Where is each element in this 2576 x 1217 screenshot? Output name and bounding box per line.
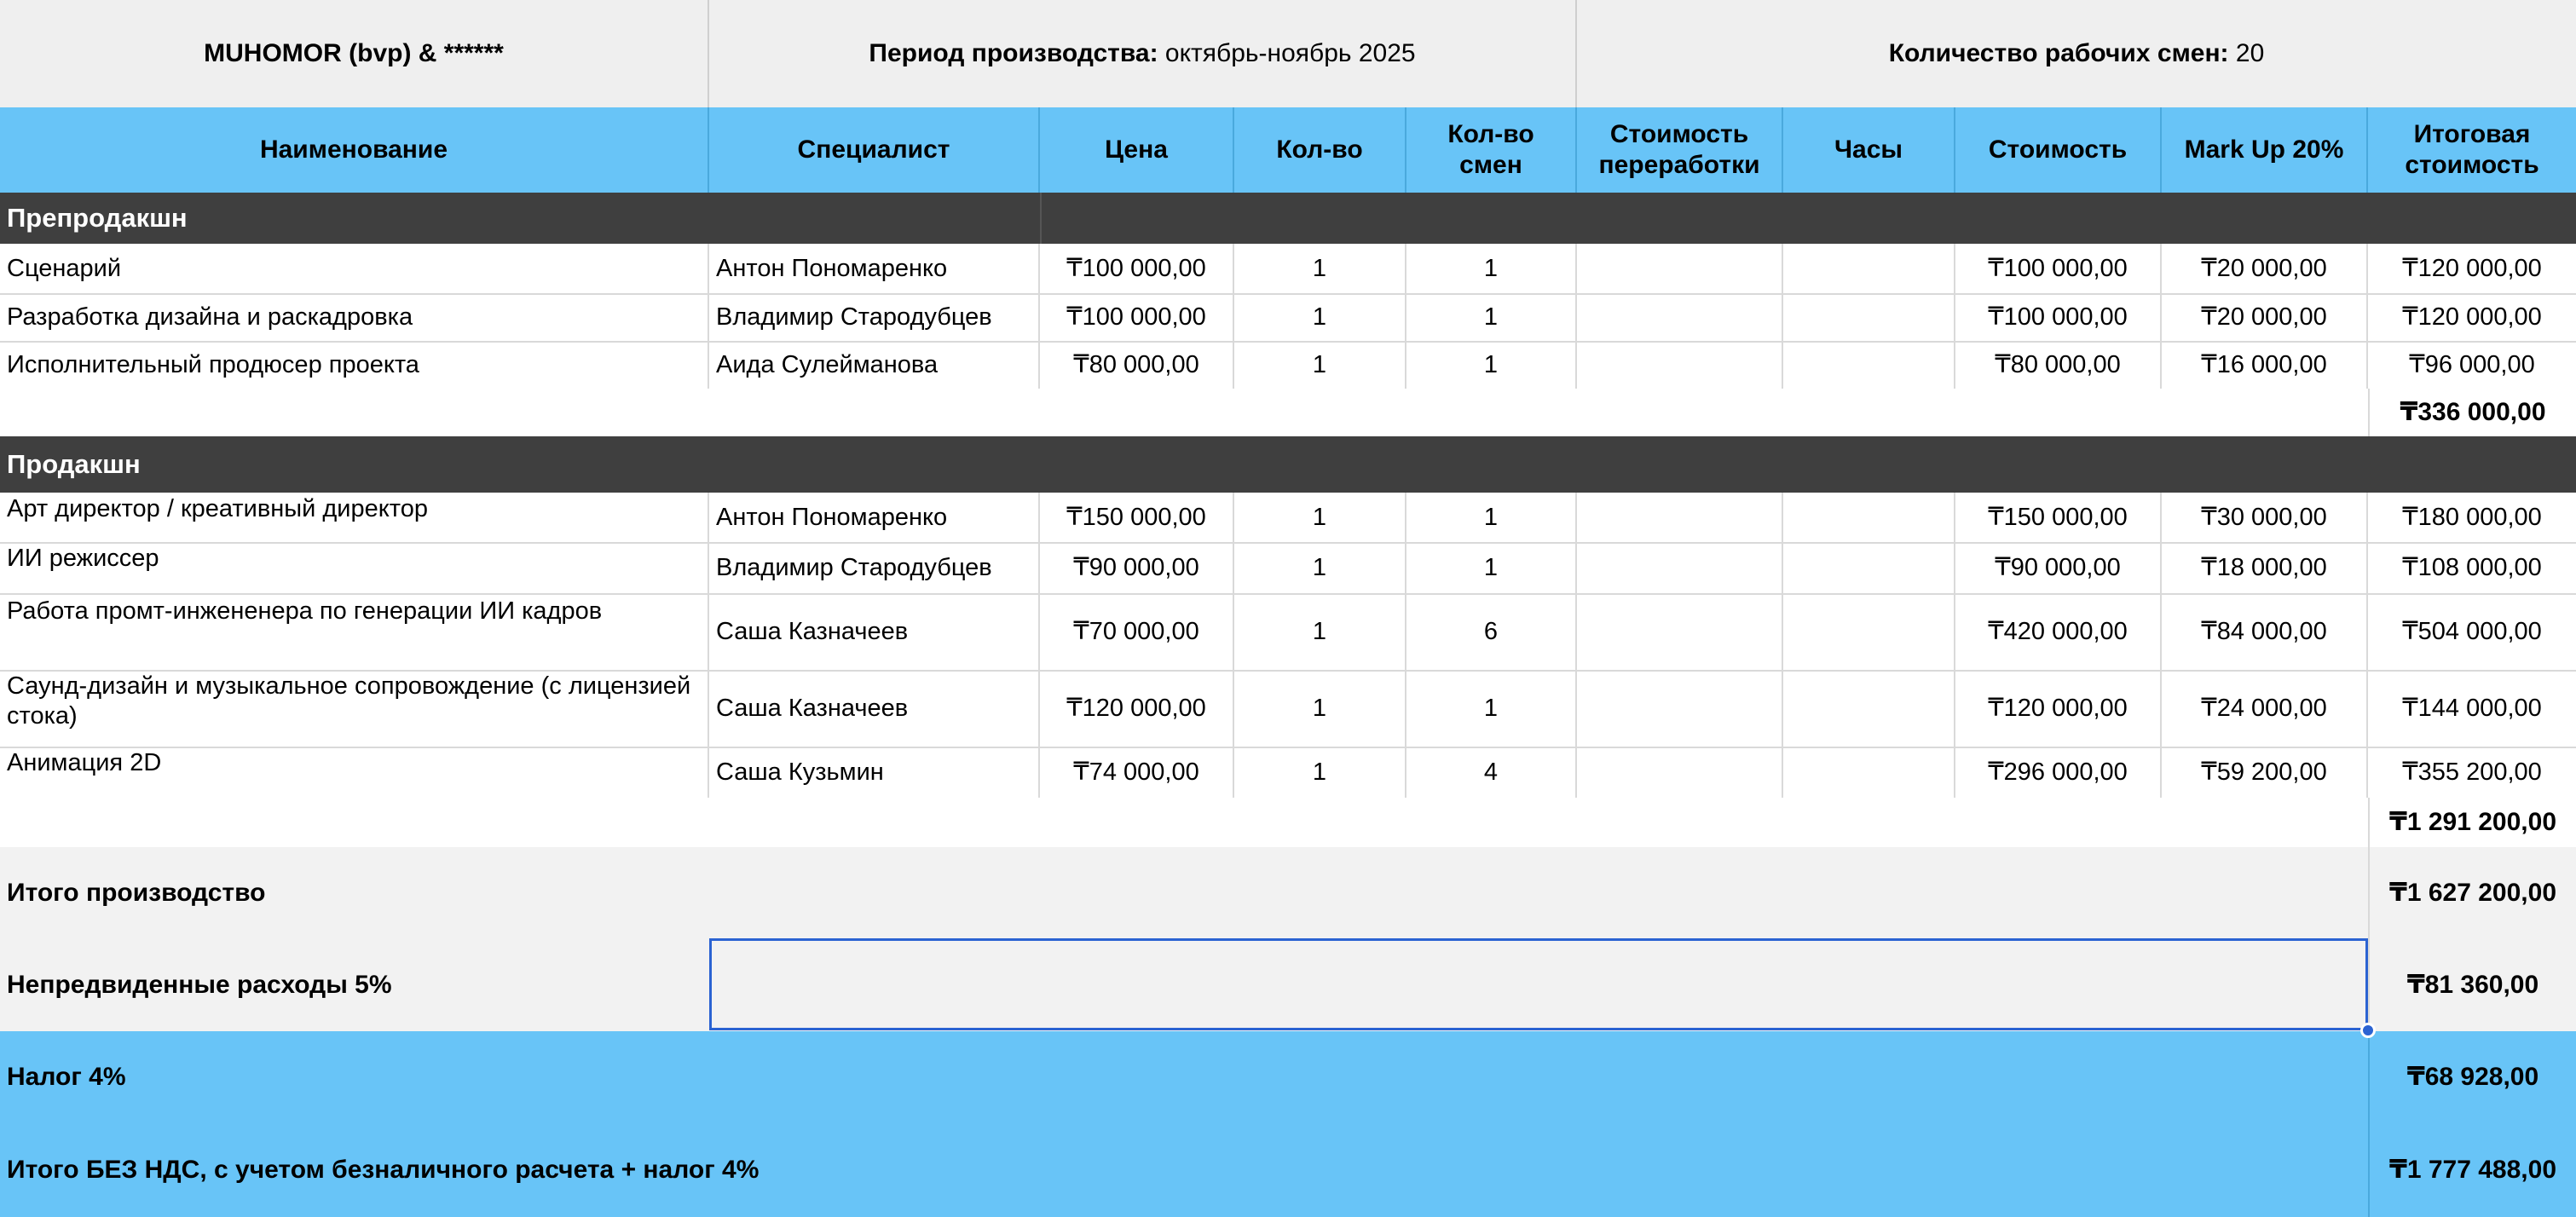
row-qty[interactable]: 1 xyxy=(1234,542,1406,593)
row-total[interactable]: ₸108 000,00 xyxy=(2402,553,2542,581)
period-cell[interactable] xyxy=(709,0,1577,107)
client-name: MUHOMOR (bvp) & ****** xyxy=(204,39,504,67)
table-row xyxy=(0,493,2576,544)
header-qty[interactable]: Кол-во xyxy=(1234,107,1406,193)
row-markup[interactable]: ₸16 000,00 xyxy=(2162,341,2368,389)
subtotal-value[interactable]: ₸1 291 200,00 xyxy=(2368,798,2576,847)
row-qty[interactable]: 1 xyxy=(1234,593,1406,670)
row-name[interactable]: Сценарий xyxy=(0,244,709,293)
section-title[interactable]: Продакшн xyxy=(7,449,141,480)
row-specialist[interactable]: Антон Пономаренко xyxy=(709,244,1040,293)
subtotal-row-production xyxy=(0,798,2576,849)
row-price[interactable]: ₸100 000,00 xyxy=(1040,244,1234,293)
row-shifts[interactable]: 1 xyxy=(1406,293,1577,341)
row-name[interactable]: Анимация 2D xyxy=(0,747,709,798)
row-overtime[interactable] xyxy=(1577,244,1783,293)
row-shifts[interactable]: 4 xyxy=(1406,747,1577,798)
row-cost[interactable]: ₸420 000,00 xyxy=(1955,593,2162,670)
row-shifts[interactable]: 6 xyxy=(1406,593,1577,670)
tax-value[interactable]: ₸68 928,00 xyxy=(2368,1031,2576,1123)
row-total[interactable]: ₸96 000,00 xyxy=(2409,350,2535,378)
row-specialist[interactable]: Саша Казначеев xyxy=(709,670,1040,747)
row-total[interactable]: ₸120 000,00 xyxy=(2402,303,2542,331)
row-overtime[interactable] xyxy=(1577,493,1783,542)
row-markup[interactable]: ₸24 000,00 xyxy=(2162,670,2368,747)
production-total-label[interactable]: Итого производство xyxy=(7,879,266,907)
table-row xyxy=(0,244,2576,295)
table-row xyxy=(0,593,2576,672)
shifts-cell[interactable] xyxy=(1577,0,2576,107)
row-qty[interactable]: 1 xyxy=(1234,493,1406,542)
row-hours[interactable] xyxy=(1783,493,1955,542)
column-header-row xyxy=(0,107,2576,193)
row-hours[interactable] xyxy=(1783,670,1955,747)
row-cost[interactable]: ₸80 000,00 xyxy=(1955,341,2162,389)
header-total[interactable]: Итоговая стоимость xyxy=(2405,120,2539,179)
fill-handle[interactable] xyxy=(2360,1023,2376,1038)
row-total[interactable]: ₸120 000,00 xyxy=(2402,254,2542,282)
client-cell[interactable] xyxy=(0,0,709,107)
row-shifts[interactable]: 1 xyxy=(1406,542,1577,593)
row-cost[interactable]: ₸90 000,00 xyxy=(1955,542,2162,593)
row-overtime[interactable] xyxy=(1577,341,1783,389)
row-name[interactable]: ИИ режиссер xyxy=(0,542,709,593)
shifts-label: Количество рабочих смен: xyxy=(1888,39,2229,67)
row-overtime[interactable] xyxy=(1577,593,1783,670)
row-cost[interactable]: ₸120 000,00 xyxy=(1955,670,2162,747)
row-overtime[interactable] xyxy=(1577,293,1783,341)
section-row-preproduction xyxy=(0,193,2576,244)
table-row xyxy=(0,542,2576,595)
table-row xyxy=(0,293,2576,343)
contingency-label[interactable]: Непредвиденные расходы 5% xyxy=(7,971,392,999)
row-specialist[interactable]: Антон Пономаренко xyxy=(709,493,1040,542)
tax-row xyxy=(0,1031,2576,1125)
row-markup[interactable]: ₸20 000,00 xyxy=(2162,293,2368,341)
header-cost[interactable]: Стоимость xyxy=(1955,107,2162,193)
row-name[interactable]: Арт директор / креативный директор xyxy=(0,493,709,542)
row-overtime[interactable] xyxy=(1577,542,1783,593)
production-total-row xyxy=(0,847,2576,941)
row-specialist[interactable]: Саша Кузьмин xyxy=(709,747,1040,798)
row-overtime[interactable] xyxy=(1577,747,1783,798)
row-price[interactable]: ₸70 000,00 xyxy=(1040,593,1234,670)
contingency-value[interactable]: ₸81 360,00 xyxy=(2368,939,2576,1031)
row-qty[interactable]: 1 xyxy=(1234,341,1406,389)
row-qty[interactable]: 1 xyxy=(1234,293,1406,341)
header-hours[interactable]: Часы xyxy=(1783,107,1955,193)
row-qty[interactable]: 1 xyxy=(1234,670,1406,747)
row-markup[interactable]: ₸18 000,00 xyxy=(2162,542,2368,593)
row-qty[interactable]: 1 xyxy=(1234,244,1406,293)
row-name[interactable]: Саунд-дизайн и музыкальное сопровождение (с лицензией стока) xyxy=(0,670,709,747)
header-price[interactable]: Цена xyxy=(1040,107,1234,193)
header-specialist[interactable]: Специалист xyxy=(709,107,1040,193)
row-price[interactable]: ₸74 000,00 xyxy=(1040,747,1234,798)
row-price[interactable]: ₸100 000,00 xyxy=(1040,293,1234,341)
row-hours[interactable] xyxy=(1783,593,1955,670)
row-overtime[interactable] xyxy=(1577,670,1783,747)
table-row xyxy=(0,341,2576,390)
row-hours[interactable] xyxy=(1783,293,1955,341)
table-row xyxy=(0,670,2576,748)
row-shifts[interactable]: 1 xyxy=(1406,341,1577,389)
subtotal-value[interactable]: ₸336 000,00 xyxy=(2368,389,2576,436)
grand-total-label[interactable]: Итого БЕЗ НДС, с учетом безналичного расчета + налог 4% xyxy=(7,1156,760,1184)
header-markup[interactable]: Mark Up 20% xyxy=(2162,107,2368,193)
cell-selection[interactable] xyxy=(709,938,2368,1030)
header-shifts[interactable]: Кол-во смен xyxy=(1406,107,1577,193)
production-total-value[interactable]: ₸1 627 200,00 xyxy=(2368,847,2576,939)
row-name[interactable]: Исполнительный продюсер проекта xyxy=(0,341,709,389)
header-name[interactable]: Наименование xyxy=(0,107,709,193)
info-row xyxy=(0,0,2576,109)
row-total[interactable]: ₸355 200,00 xyxy=(2402,758,2542,786)
header-overtime[interactable]: Стоимость переработки xyxy=(1577,107,1783,193)
row-total[interactable]: ₸144 000,00 xyxy=(2402,694,2542,722)
row-cost[interactable]: ₸100 000,00 xyxy=(1955,244,2162,293)
row-hours[interactable] xyxy=(1783,542,1955,593)
row-markup[interactable]: ₸20 000,00 xyxy=(2162,244,2368,293)
row-price[interactable]: ₸80 000,00 xyxy=(1040,341,1234,389)
period-value: октябрь-ноябрь 2025 xyxy=(1158,39,1416,67)
row-specialist[interactable]: Владимир Стародубцев xyxy=(709,293,1040,341)
row-qty[interactable]: 1 xyxy=(1234,747,1406,798)
row-price[interactable]: ₸150 000,00 xyxy=(1040,493,1234,542)
shifts-value: 20 xyxy=(2228,39,2265,67)
row-total[interactable]: ₸504 000,00 xyxy=(2402,617,2542,645)
row-specialist[interactable]: Владимир Стародубцев xyxy=(709,542,1040,593)
row-shifts[interactable]: 1 xyxy=(1406,244,1577,293)
row-cost[interactable]: ₸150 000,00 xyxy=(1955,493,2162,542)
grand-total-row xyxy=(0,1123,2576,1217)
row-specialist[interactable]: Аида Сулейманова xyxy=(709,341,1040,389)
row-markup[interactable]: ₸84 000,00 xyxy=(2162,593,2368,670)
row-hours[interactable] xyxy=(1783,747,1955,798)
row-cost[interactable]: ₸296 000,00 xyxy=(1955,747,2162,798)
row-total[interactable]: ₸180 000,00 xyxy=(2402,503,2542,531)
grand-total-value[interactable]: ₸1 777 488,00 xyxy=(2368,1123,2576,1217)
row-specialist[interactable]: Саша Казначеев xyxy=(709,593,1040,670)
row-hours[interactable] xyxy=(1783,244,1955,293)
table-row xyxy=(0,747,2576,799)
section-title[interactable]: Препродакшн xyxy=(7,203,188,234)
row-name[interactable]: Работа промт-инжененера по генерации ИИ кадров xyxy=(0,593,709,670)
row-name[interactable]: Разработка дизайна и раскадровка xyxy=(0,293,709,341)
row-shifts[interactable]: 1 xyxy=(1406,670,1577,747)
row-shifts[interactable]: 1 xyxy=(1406,493,1577,542)
section-row-production xyxy=(0,436,2576,493)
period-label: Период производства: xyxy=(869,39,1158,67)
row-hours[interactable] xyxy=(1783,341,1955,389)
row-price[interactable]: ₸90 000,00 xyxy=(1040,542,1234,593)
subtotal-row-preproduction xyxy=(0,389,2576,438)
row-price[interactable]: ₸120 000,00 xyxy=(1040,670,1234,747)
tax-label[interactable]: Налог 4% xyxy=(7,1063,126,1091)
row-markup[interactable]: ₸59 200,00 xyxy=(2162,747,2368,798)
row-cost[interactable]: ₸100 000,00 xyxy=(1955,293,2162,341)
row-markup[interactable]: ₸30 000,00 xyxy=(2162,493,2368,542)
